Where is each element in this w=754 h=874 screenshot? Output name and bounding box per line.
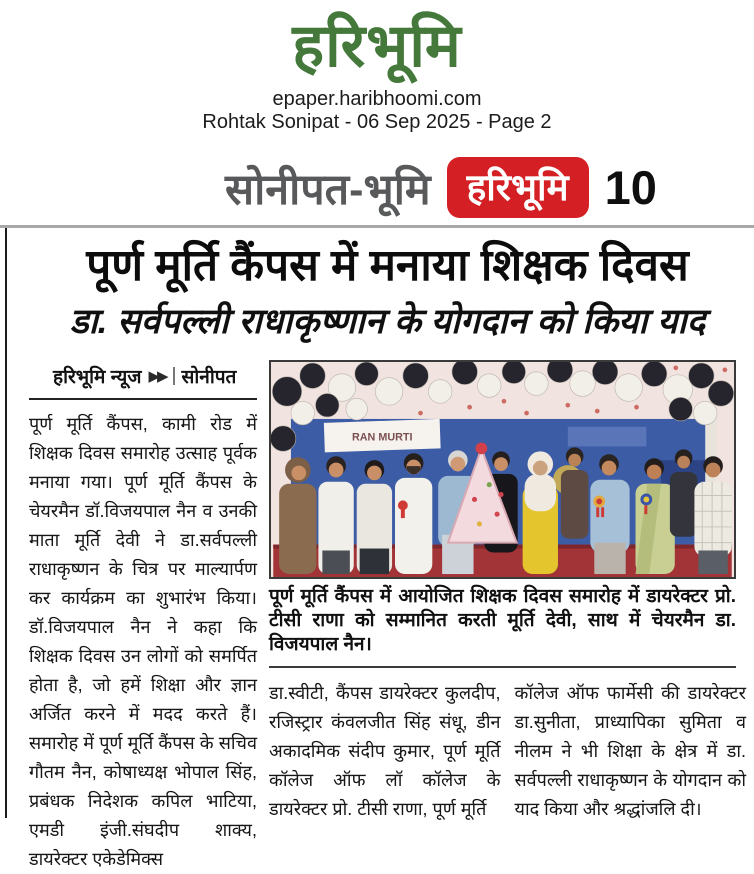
news-article (5, 228, 754, 869)
brand-badge: हरिभूमि (447, 157, 589, 218)
newspaper-logo: हरिभूमि (292, 12, 462, 79)
column-left (29, 360, 257, 874)
event-banner (324, 419, 441, 452)
page-number: 10 (604, 160, 657, 214)
byline-agency: हरिभूमि न्यूज (53, 367, 142, 388)
event-photo (269, 360, 736, 579)
article-content (29, 360, 746, 874)
section-band (225, 158, 657, 216)
body-paragraph-col1: पूर्ण मूर्ति कैंपस, कामी रोड में शिक्षक दिवस समारोह उत्साह पूर्वक मनाया गया। पूर्ण मूर्ति कैंपस के चेयरमैन डॉ.विजयपाल नैन व उनकी माता मूर्ति देवी ने डा.सर्वपल्ली राधाकृष्णन के चित्र पर माल्यार्पण कर कार्यक्रम का शुभारंभ किया। डॉ.विजयपाल नैन ने कहा कि शिक्षक दिवस उन लोगों को समर्पित होता है, जो हमें शिक्षा और ज्ञान अर्जित करने में मदद करते हैं। समारोह में पूर्ण मूर्ति कैंपस के सचिव गौतम नैन, कोषाध्यक्ष भोपाल सिंह, प्रबंधक निदेशक कपिल भाटिया, एमडी इंजी.संघदीप शाक्य, डायरेक्टर एकेडेमिक्स (29, 414, 257, 869)
masthead (0, 0, 754, 134)
photo-caption: पूर्ण मूर्ति कैंपस में आयोजित शिक्षक दिवस समारोह में डायरेक्टर प्रो. टीसी राणा को सम्मानित करती मूर्ति देवी, साथ में चेयरमैन डा. विजयपाल नैन। (269, 579, 736, 668)
article-subheadline: डा. सर्वपल्ली राधाकृष्णान के योगदान को किया याद (69, 302, 706, 341)
event-banner-text: RAN MURTI (351, 431, 413, 444)
body-paragraph-col2: डा.स्वीटी, कैंपस डायरेक्टर कुलदीप, रजिस्ट्रार कंवलजीत सिंह संधू, डीन अकादमिक संदीप कुमार, पूर्ण मूर्ति कॉलेज ऑफ लॉ कॉलेज के डायरेक्टर प्रो. टीसी राणा, पूर्ण मूर्ति (269, 683, 501, 819)
columns-under-photo (269, 679, 746, 824)
column-right-region (269, 360, 746, 874)
byline-location: सोनीपत (181, 367, 237, 388)
article-headline: पूर्ण मूर्ति कैंपस में मनाया शिक्षक दिवस (86, 241, 689, 290)
article-figure (269, 360, 736, 668)
byline-arrows-icon: ▶▶ (148, 367, 174, 385)
byline (29, 360, 257, 400)
edition-date-page: Rohtak Sonipat - 06 Sep 2025 - Page 2 (202, 111, 552, 133)
section-title: सोनीपत-भूमि (225, 165, 431, 214)
rosette-badge-icon (398, 500, 408, 510)
epaper-url: epaper.haribhoomi.com (272, 88, 482, 110)
body-paragraph-col3: कॉलेज ऑफ फार्मेसी की डायरेक्टर डा.सुनीता, प्राध्यापिका सुमिता व नीलम ने भी शिक्षा के क्षेत्र में डा. सर्वपल्ली राधाकृष्णन के योगदान को याद किया और श्रद्धांजलि दी। (514, 683, 746, 819)
